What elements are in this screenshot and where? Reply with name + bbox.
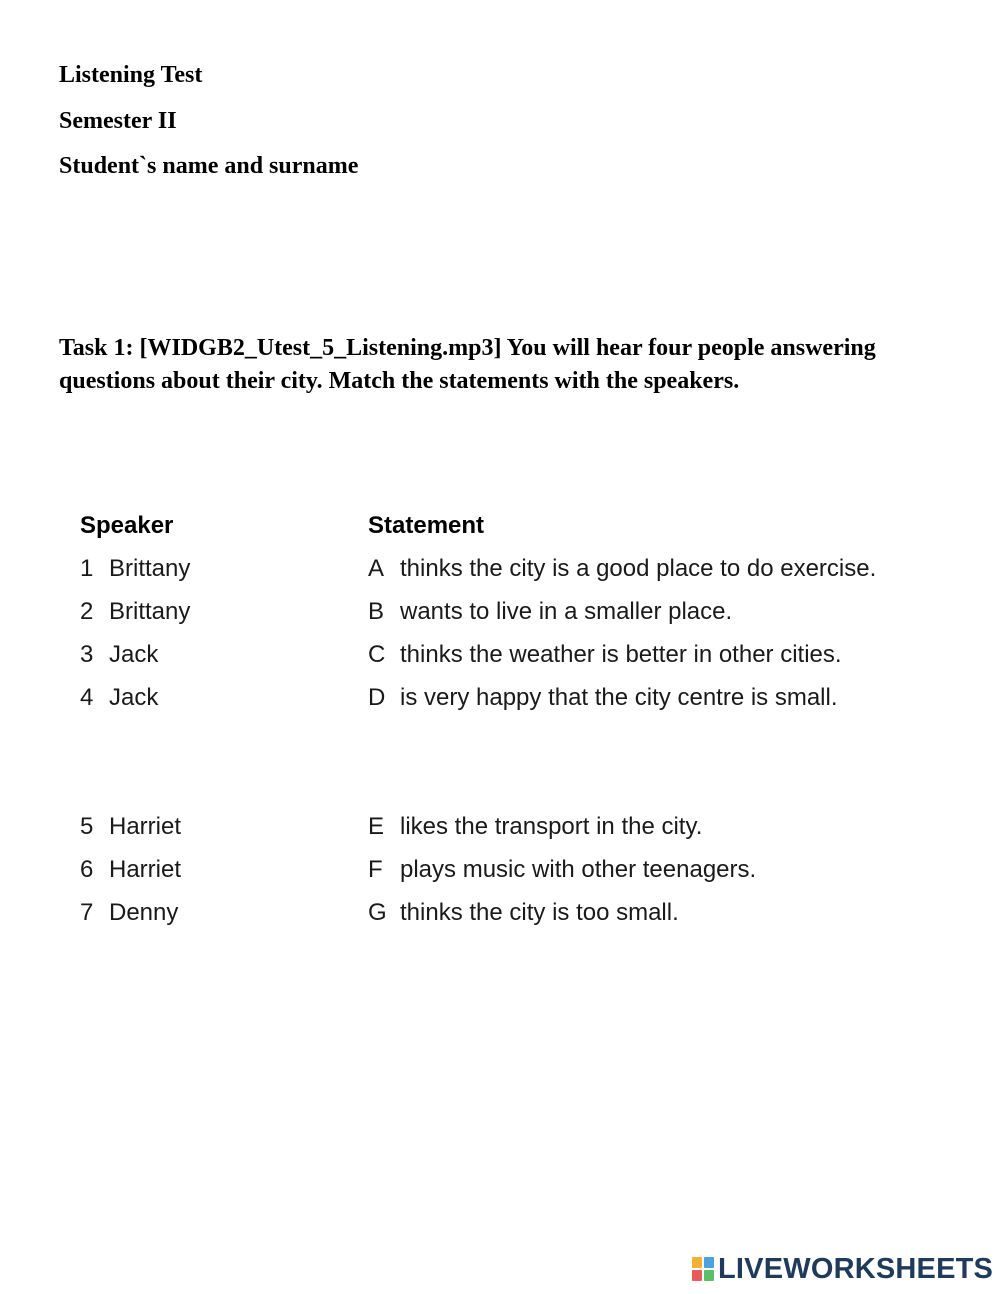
statement-letter: G <box>368 899 387 926</box>
speaker-number: 4 <box>80 684 94 711</box>
speaker-number: 5 <box>80 813 94 840</box>
test-title: Listening Test <box>59 62 203 88</box>
table-row <box>0 898 1000 928</box>
speaker-number: 2 <box>80 598 94 625</box>
table-row <box>0 855 1000 885</box>
statement-letter: C <box>368 641 386 668</box>
statement-text: is very happy that the city centre is small. <box>400 684 838 711</box>
logo-square <box>692 1257 702 1268</box>
logo-square <box>704 1257 714 1268</box>
statement-letter: E <box>368 813 385 840</box>
statement-text: plays music with other teenagers. <box>400 856 757 883</box>
speaker-number: 1 <box>80 555 94 582</box>
speaker-name: Harriet <box>109 813 182 840</box>
table-row <box>0 597 1000 627</box>
logo-square <box>692 1270 702 1281</box>
speaker-number: 3 <box>80 641 94 668</box>
semester-label: Semester II <box>59 108 177 134</box>
statement-text: thinks the weather is better in other cities. <box>400 641 842 668</box>
table-row <box>0 640 1000 670</box>
speaker-name: Brittany <box>109 555 191 582</box>
logo-square <box>704 1270 714 1281</box>
statement-text: thinks the city is a good place to do exercise. <box>400 555 877 582</box>
statement-letter: A <box>368 555 385 582</box>
speaker-column-header: Speaker <box>80 512 174 539</box>
speaker-name: Jack <box>109 641 159 668</box>
statement-letter: D <box>368 684 386 711</box>
logo-icon <box>692 1257 714 1281</box>
statement-letter: B <box>368 598 385 625</box>
table-row <box>0 683 1000 713</box>
table-row <box>0 812 1000 842</box>
speaker-name: Jack <box>109 684 159 711</box>
logo-text: LIVEWORKSHEETS <box>718 1252 994 1285</box>
statement-column-header: Statement <box>368 512 485 539</box>
speaker-number: 6 <box>80 856 94 883</box>
statement-text: wants to live in a smaller place. <box>400 598 733 625</box>
speaker-number: 7 <box>80 899 94 926</box>
statement-text: likes the transport in the city. <box>400 813 703 840</box>
statement-text: thinks the city is too small. <box>400 899 679 926</box>
speaker-name: Brittany <box>109 598 191 625</box>
liveworksheets-logo <box>692 1252 993 1286</box>
table-row <box>0 554 1000 584</box>
task-instructions: Task 1: [WIDGB2_Utest_5_Listening.mp3] You will hear four people answering questions about their city. Match the statements with the speakers. <box>59 335 876 394</box>
speaker-name: Denny <box>109 899 179 926</box>
statement-letter: F <box>368 856 383 883</box>
student-name-label: Student`s name and surname <box>59 153 359 179</box>
speaker-name: Harriet <box>109 856 182 883</box>
